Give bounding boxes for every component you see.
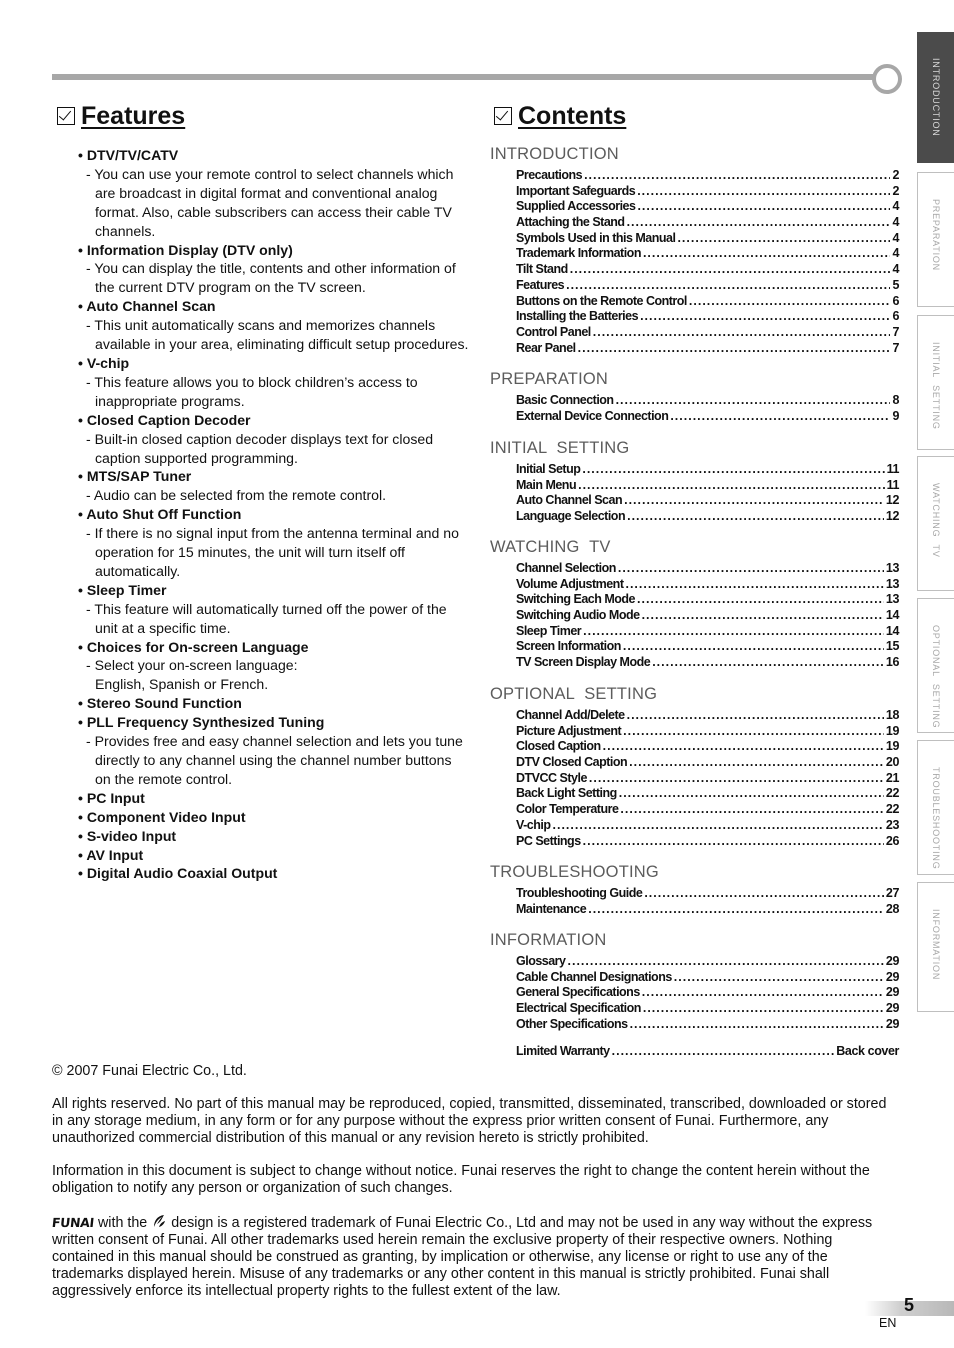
sidebar-tab-optional-setting[interactable]: [917, 598, 954, 733]
feature-item: [78, 638, 470, 695]
trademark-text-b: design is a registered trademark of Funai Electric Co., Ltd and may not be used in any way without the express written consent of Funai. All other trademarks used herein remain the exclusive property of their respective owners. Nothing contained in this manual should be construed as granting, by implication or otherwise, any license or right to use any of the trademarks displayed herein. Misuse of any trademarks or any other content in this manual is strictly prohibited. Funai shall aggressively enforce its intellectual property rights to the fullest extent of the law.: [52, 1215, 873, 1299]
toc-entry[interactable]: [516, 834, 899, 850]
toc-entry-label: TV Screen Display Mode: [516, 655, 651, 670]
toc-entry-page: 6: [892, 293, 899, 308]
toc-entry[interactable]: [516, 954, 899, 970]
sidebar-tab-watching-tv[interactable]: [917, 456, 954, 591]
toc-entry[interactable]: [516, 168, 899, 184]
toc-group-watching-tv: [490, 537, 900, 671]
toc-leader-dots: [627, 215, 891, 231]
toc-leader-dots: [637, 592, 884, 608]
toc-entry-label: Attaching the Stand: [516, 215, 625, 230]
toc-entry-page: 11: [886, 477, 899, 492]
toc-entry[interactable]: [516, 1044, 899, 1060]
toc-leader-dots: [642, 608, 884, 624]
funai-leaf-icon: [151, 1213, 167, 1229]
feature-title: • PLL Frequency Synthesized Tuning: [78, 713, 470, 732]
toc-entry-label: Initial Setup: [516, 462, 581, 476]
toc-leader-dots: [578, 478, 884, 494]
feature-item: [78, 864, 470, 883]
toc-entry-page: 15: [885, 639, 899, 654]
feature-title: • Sleep Timer: [78, 581, 470, 600]
toc-entry-label: Basic Connection: [516, 393, 614, 407]
sidebar-tab-label: INTRODUCTION: [931, 58, 941, 137]
toc-entry-label: Buttons on the Remote Control: [516, 293, 687, 308]
toc-leader-dots: [674, 970, 884, 986]
toc-entry-page: 12: [885, 509, 899, 524]
toc-entry-label: Channel Add/Delete: [516, 708, 625, 722]
toc-entry-label: Limited Warranty: [516, 1044, 610, 1058]
toc-group-information: [490, 930, 900, 1032]
trademark-paragraph: [52, 1213, 897, 1300]
toc-leader-dots: [566, 278, 890, 294]
toc-group-title: INITIAL SETTING: [490, 439, 630, 457]
feature-desc: - If there is no signal input from the antenna terminal and no operation for 15 minutes, the unit will turn itself off automatically.: [78, 524, 470, 581]
toc-entry-page: 29: [885, 985, 899, 1000]
toc-entry-label: Features: [516, 277, 565, 292]
toc-leader-dots: [623, 724, 884, 740]
feature-desc: - You can use your remote control to select channels which are broadcast in digital format and conventional analog format. Also, cable subscribers can access their cable TV channels.: [78, 165, 470, 241]
toc-leader-dots: [588, 902, 884, 918]
toc-entry[interactable]: [516, 970, 899, 986]
toc-entry[interactable]: [516, 409, 899, 425]
page-language: EN: [879, 1316, 897, 1330]
toc-entry-label: Screen Information: [516, 639, 621, 654]
toc-entry-label: Troubleshooting Guide: [516, 886, 643, 900]
toc-group-title: INTRODUCTION: [490, 145, 619, 163]
toc-leader-dots: [589, 771, 884, 787]
toc-entry[interactable]: [516, 478, 899, 494]
toc-group-initial-setting: [490, 438, 900, 525]
toc-entry[interactable]: [516, 1017, 899, 1033]
toc-entry-page: 22: [885, 802, 899, 817]
toc-entry-label: Sleep Timer: [516, 623, 582, 638]
feature-item: [78, 808, 470, 827]
rights-paragraph: All rights reserved. No part of this manual may be reproduced, copied, transmitted, disseminated, transcribed, downloaded or stored in any storage medium, in any form or for any purpose without the express prior written consent of Funai. Furthermore, any unauthorized commercial distribution of this manual or any revision hereto is strictly prohibited.: [52, 1096, 887, 1146]
toc-entry[interactable]: [516, 393, 899, 409]
toc-leader-dots: [642, 985, 884, 1001]
toc-group-title: TROUBLESHOOTING: [490, 863, 659, 881]
toc-entry-label: Glossary: [516, 954, 566, 968]
toc-entry-page: 14: [885, 608, 899, 623]
toc-leader-dots: [623, 639, 884, 655]
funai-logo: FUNAI: [51, 1215, 95, 1230]
toc-leader-dots: [677, 231, 890, 247]
sidebar-tab-troubleshooting[interactable]: [917, 740, 954, 875]
toc-entry-page: 9: [892, 408, 899, 423]
feature-desc: - Built-in closed caption decoder displays text for closed caption supported programming.: [78, 430, 470, 468]
feature-desc: - Provides free and easy channel selection and lets you tune directly to any channel using the channel number buttons on the remote control.: [78, 732, 470, 789]
toc-leader-dots: [643, 1001, 884, 1017]
feature-title: • Choices for On-screen Language: [78, 638, 470, 657]
feature-title: • DTV/TV/CATV: [78, 146, 470, 165]
toc-entry-label: V-chip: [516, 817, 551, 832]
toc-entry-page: 4: [892, 230, 899, 245]
toc-leader-dots: [689, 294, 891, 310]
toc-group-optional-setting: [490, 684, 900, 849]
toc-entry-label: Auto Channel Scan: [516, 493, 623, 508]
toc-leader-dots: [627, 509, 884, 525]
sidebar-tab-label: OPTIONAL SETTING: [931, 625, 941, 729]
toc-entry-label: Trademark Information: [516, 246, 641, 261]
toc-leader-dots: [643, 246, 890, 262]
toc-leader-dots: [652, 655, 884, 671]
feature-item: [78, 789, 470, 808]
toc-group-title: INFORMATION: [490, 931, 607, 949]
sidebar-tab-initial-setting[interactable]: [917, 315, 954, 450]
toc-entry[interactable]: [516, 655, 899, 671]
toc-entry-page: 13: [885, 561, 899, 575]
toc-entry-page: 26: [885, 833, 899, 848]
toc-leader-dots: [619, 786, 884, 802]
feature-title: • AV Input: [78, 846, 470, 865]
toc-entry[interactable]: [516, 493, 899, 509]
copyright-line: © 2007 Funai Electric Co., Ltd.: [52, 1063, 247, 1079]
feature-item: [78, 827, 470, 846]
toc-entry-label: DTV Closed Caption: [516, 755, 628, 770]
feature-item: [78, 846, 470, 865]
toc-leader-dots: [616, 393, 891, 409]
toc-entry[interactable]: [516, 802, 899, 818]
toc-entry-page: 22: [885, 786, 899, 801]
toc-group-title: WATCHING TV: [490, 538, 611, 556]
toc-entry-page: 29: [885, 1016, 899, 1031]
toc-entry[interactable]: [516, 309, 899, 325]
toc-entry-label: General Specifications: [516, 985, 640, 1000]
feature-item: [78, 505, 470, 581]
toc-entry[interactable]: [516, 771, 899, 787]
toc-group-troubleshooting: [490, 862, 900, 917]
toc-entry-page: 14: [885, 623, 899, 638]
toc-entry-label: Symbols Used in this Manual: [516, 230, 676, 245]
feature-title: • Component Video Input: [78, 808, 470, 827]
toc-group-warranty: [490, 1044, 900, 1060]
toc-entry-page: 19: [885, 723, 899, 738]
toc-entry-page: Back cover: [836, 1044, 899, 1058]
toc-entry-label: Precautions: [516, 168, 583, 182]
toc-entry[interactable]: [516, 215, 899, 231]
toc-entry-label: Switching Audio Mode: [516, 608, 640, 623]
toc-entry-label: PC Settings: [516, 833, 581, 848]
toc-entry-page: 7: [892, 324, 899, 339]
feature-desc: - You can display the title, contents and other information of the current DTV program on the TV screen.: [78, 259, 470, 297]
feature-title: • Stereo Sound Function: [78, 694, 470, 713]
sidebar-tab-information[interactable]: [917, 882, 954, 1012]
page-number: 5: [904, 1295, 915, 1315]
feature-item: [78, 411, 470, 468]
feature-item: [78, 146, 470, 241]
toc-entry-label: Important Safeguards: [516, 183, 636, 198]
toc-entry-page: 18: [885, 708, 899, 722]
toc-entry-page: 12: [885, 493, 899, 508]
toc-entry-page: 4: [892, 199, 899, 214]
toc-entry-page: 13: [885, 576, 899, 591]
features-title: Features: [81, 102, 186, 130]
sidebar-tab-label: PREPARATION: [931, 199, 941, 271]
toc-entry[interactable]: [516, 561, 899, 577]
toc-entry-page: 23: [885, 817, 899, 832]
toc-entry-page: 16: [885, 655, 899, 670]
toc-entry[interactable]: [516, 708, 899, 724]
toc-entry-label: Closed Caption: [516, 739, 601, 754]
checkbox-icon: [57, 107, 75, 125]
toc-entry-label: Control Panel: [516, 324, 591, 339]
toc-leader-dots: [584, 168, 890, 184]
toc-entry[interactable]: [516, 246, 899, 262]
feature-title: • MTS/SAP Tuner: [78, 467, 470, 486]
toc-entry[interactable]: [516, 577, 899, 593]
toc-entry[interactable]: [516, 592, 899, 608]
toc-leader-dots: [644, 886, 884, 902]
toc-entry-page: 29: [885, 1001, 899, 1016]
sidebar-tab-label: WATCHING TV: [931, 483, 941, 558]
toc-leader-dots: [582, 462, 884, 478]
toc-leader-dots: [568, 954, 884, 970]
toc-entry[interactable]: [516, 755, 899, 771]
toc-leader-dots: [553, 818, 884, 834]
toc-entry-label: Volume Adjustment: [516, 576, 624, 591]
toc-group-title: OPTIONAL SETTING: [490, 685, 658, 703]
toc-entry-label: Tilt Stand: [516, 262, 568, 277]
feature-title: • V-chip: [78, 354, 470, 373]
toc-entry-label: Cable Channel Designations: [516, 969, 672, 984]
toc-entry[interactable]: [516, 509, 899, 525]
feature-title: • Auto Channel Scan: [78, 297, 470, 316]
toc-entry[interactable]: [516, 886, 899, 902]
toc-leader-dots: [629, 755, 884, 771]
feature-title: • S-video Input: [78, 827, 470, 846]
toc-leader-dots: [637, 184, 890, 200]
toc-entry-label: Supplied Accessories: [516, 199, 636, 214]
toc-leader-dots: [583, 834, 884, 850]
header-rule: [52, 74, 882, 80]
toc-entry[interactable]: [516, 786, 899, 802]
toc-leader-dots: [583, 624, 884, 640]
feature-item: [78, 241, 470, 298]
feature-desc-continued: English, Spanish or French.: [95, 676, 269, 693]
toc-leader-dots: [624, 493, 884, 509]
toc-entry[interactable]: [516, 294, 899, 310]
feature-desc: - This unit automatically scans and memorizes channels available in your area, eliminating difficult setup procedures.: [78, 316, 470, 354]
toc-leader-dots: [630, 1017, 884, 1033]
toc-entry-label: Rear Panel: [516, 340, 576, 355]
toc-entry-page: 4: [892, 215, 899, 230]
sidebar-tab-introduction[interactable]: [917, 32, 954, 163]
toc-entry-label: External Device Connection: [516, 408, 669, 423]
features-list: [78, 146, 470, 883]
toc-leader-dots: [612, 1044, 835, 1060]
trademark-text-a: with the: [97, 1215, 148, 1231]
toc-entry-page: 4: [892, 246, 899, 261]
toc-entry-page: 4: [892, 262, 899, 277]
toc-entry-label: Main Menu: [516, 477, 577, 492]
header-circle-ornament: [872, 64, 902, 94]
sidebar-tab-preparation[interactable]: [917, 172, 954, 307]
toc-leader-dots: [618, 561, 884, 577]
notice-paragraph: Information in this document is subject to change without notice. Funai reserves the right to change the content herein without the obligation to notify any person or organization of such changes.: [52, 1163, 870, 1196]
toc-entry-page: 20: [885, 755, 899, 770]
toc-entry[interactable]: [516, 739, 899, 755]
feature-title: • Information Display (DTV only): [78, 241, 470, 260]
toc-entry-page: 2: [892, 168, 899, 182]
toc-entry-page: 7: [892, 340, 899, 355]
feature-title: • PC Input: [78, 789, 470, 808]
feature-title: • Digital Audio Coaxial Output: [78, 864, 470, 883]
toc-entry-page: 5: [892, 277, 899, 292]
toc-leader-dots: [570, 262, 891, 278]
toc-entry[interactable]: [516, 325, 899, 341]
toc-entry-page: 29: [885, 969, 899, 984]
toc-entry-page: 27: [885, 886, 899, 900]
toc-leader-dots: [627, 708, 884, 724]
toc-leader-dots: [603, 739, 884, 755]
toc-entry-page: 11: [886, 462, 899, 476]
toc-entry-label: Other Specifications: [516, 1016, 628, 1031]
feature-title: • Auto Shut Off Function: [78, 505, 470, 524]
feature-item: [78, 581, 470, 638]
toc-group-title: PREPARATION: [490, 370, 609, 388]
toc-entry-page: 8: [892, 393, 899, 407]
toc-entry[interactable]: [516, 278, 899, 294]
checkbox-icon: [494, 107, 512, 125]
toc-leader-dots: [640, 309, 890, 325]
toc-group-introduction: [490, 144, 900, 356]
feature-desc: - Audio can be selected from the remote control.: [78, 486, 470, 505]
toc-entry-label: Language Selection: [516, 509, 626, 524]
toc-entry-label: Back Light Setting: [516, 786, 617, 801]
toc-entry-page: 2: [892, 183, 899, 198]
feature-desc: - Select your on-screen language:: [78, 656, 470, 675]
toc-entry[interactable]: [516, 818, 899, 834]
toc-entry-page: 13: [885, 592, 899, 607]
sidebar-tab-label: TROUBLESHOOTING: [931, 767, 941, 870]
toc-entry[interactable]: [516, 262, 899, 278]
contents-heading: [494, 102, 626, 131]
toc-entry-label: Color Temperature: [516, 802, 619, 817]
feature-desc: - This feature will automatically turned off the power of the unit at a specific time.: [78, 600, 470, 638]
toc-entry[interactable]: [516, 608, 899, 624]
feature-item: [78, 694, 470, 713]
toc-entry[interactable]: [516, 341, 899, 357]
feature-item: [78, 297, 470, 354]
toc-entry-label: Maintenance: [516, 901, 587, 916]
toc-entry-label: Electrical Specification: [516, 1001, 641, 1016]
toc-leader-dots: [593, 325, 891, 341]
toc-entry-page: 19: [885, 739, 899, 754]
toc-entry[interactable]: [516, 462, 899, 478]
toc-entry-page: 28: [885, 901, 899, 916]
toc-leader-dots: [578, 341, 891, 357]
toc-entry-label: Installing the Batteries: [516, 309, 639, 324]
toc-entry-label: Switching Each Mode: [516, 592, 635, 607]
toc-entry-page: 21: [885, 770, 899, 785]
feature-desc: - This feature allows you to block children’s access to inappropriate programs.: [78, 373, 470, 411]
toc-entry[interactable]: [516, 199, 899, 215]
toc-entry[interactable]: [516, 624, 899, 640]
toc-leader-dots: [670, 409, 890, 425]
toc-entry-page: 29: [885, 954, 899, 968]
feature-item: [78, 467, 470, 505]
contents-title: Contents: [518, 102, 627, 130]
toc-entry[interactable]: [516, 902, 899, 918]
toc-leader-dots: [620, 802, 883, 818]
toc-entry[interactable]: [516, 1001, 899, 1017]
toc-entry-label: Picture Adjustment: [516, 723, 622, 738]
toc-entry-page: 6: [892, 309, 899, 324]
feature-item: [78, 354, 470, 411]
toc-entry[interactable]: [516, 985, 899, 1001]
toc-entry[interactable]: [516, 639, 899, 655]
sidebar-tab-label: INFORMATION: [931, 909, 941, 981]
toc-entry[interactable]: [516, 724, 899, 740]
toc-entry-label: DTVCC Style: [516, 770, 587, 785]
toc-group-preparation: [490, 369, 900, 424]
sidebar-tab-label: INITIAL SETTING: [931, 342, 941, 430]
toc-leader-dots: [637, 199, 890, 215]
feature-title: • Closed Caption Decoder: [78, 411, 470, 430]
toc-leader-dots: [625, 577, 883, 593]
feature-item: [78, 713, 470, 789]
toc-entry[interactable]: [516, 184, 899, 200]
toc-entry[interactable]: [516, 231, 899, 247]
toc-entry-label: Channel Selection: [516, 561, 616, 575]
features-heading: [57, 102, 185, 131]
